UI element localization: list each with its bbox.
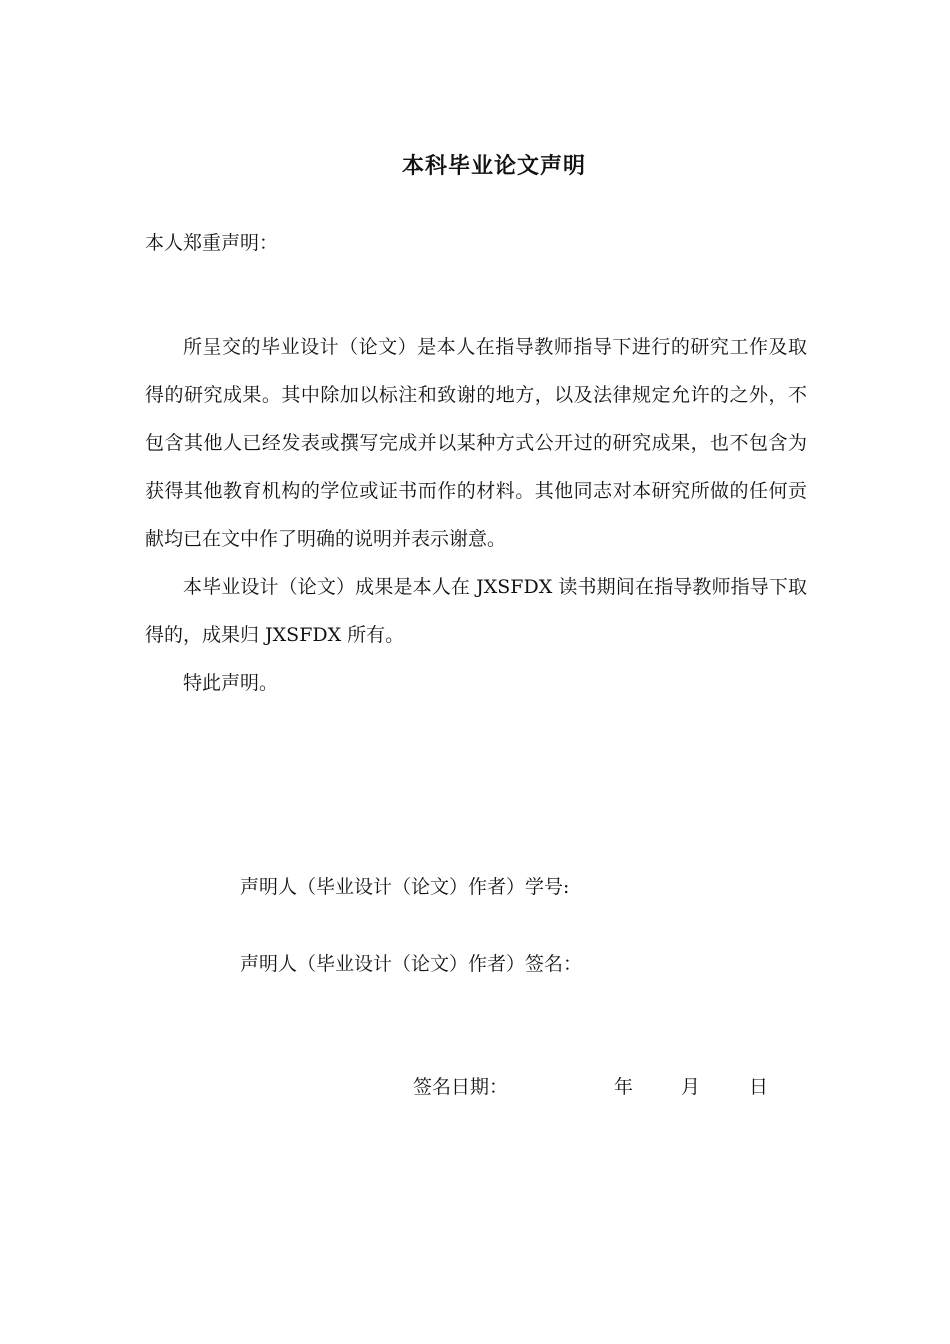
page-title: 本科毕业论文声明: [401, 154, 586, 179]
declaration-body: [145, 323, 807, 707]
salutation: 本人郑重声明：: [145, 232, 279, 254]
signature-label: 声明人（毕业设计（论文）作者）签名：: [240, 953, 583, 975]
student-id-label: 声明人（毕业设计（论文）作者）学号:: [240, 876, 570, 898]
date-year-label: 年: [614, 1076, 634, 1098]
declaration-paragraph-ownership: 本毕业设计（论文）成果是本人在 JXSFDX 读书期间在指导教师指导下取得的，成果归 JXSFDX 所有。: [145, 576, 807, 646]
date-month-label: 月: [681, 1076, 701, 1098]
signature-date-label: 签名日期：: [413, 1076, 509, 1098]
declaration-paragraph-closing: 特此声明。: [183, 672, 279, 694]
declaration-paragraph-originality: 所呈交的毕业设计（论文）是本人在指导教师指导下进行的研究工作及取得的研究成果。其中除加以标注和致谢的地方，以及法律规定允许的之外，不包含其他人已经发表或撰写完成并以某种方式公开过的研究成果，也不包含为获得其他教育机构的学位或证书而作的材料。其他同志对本研究所做的任何贡献均已在文中作了明确的说明并表示谢意。: [145, 336, 807, 550]
date-day-label: 日: [749, 1076, 769, 1098]
